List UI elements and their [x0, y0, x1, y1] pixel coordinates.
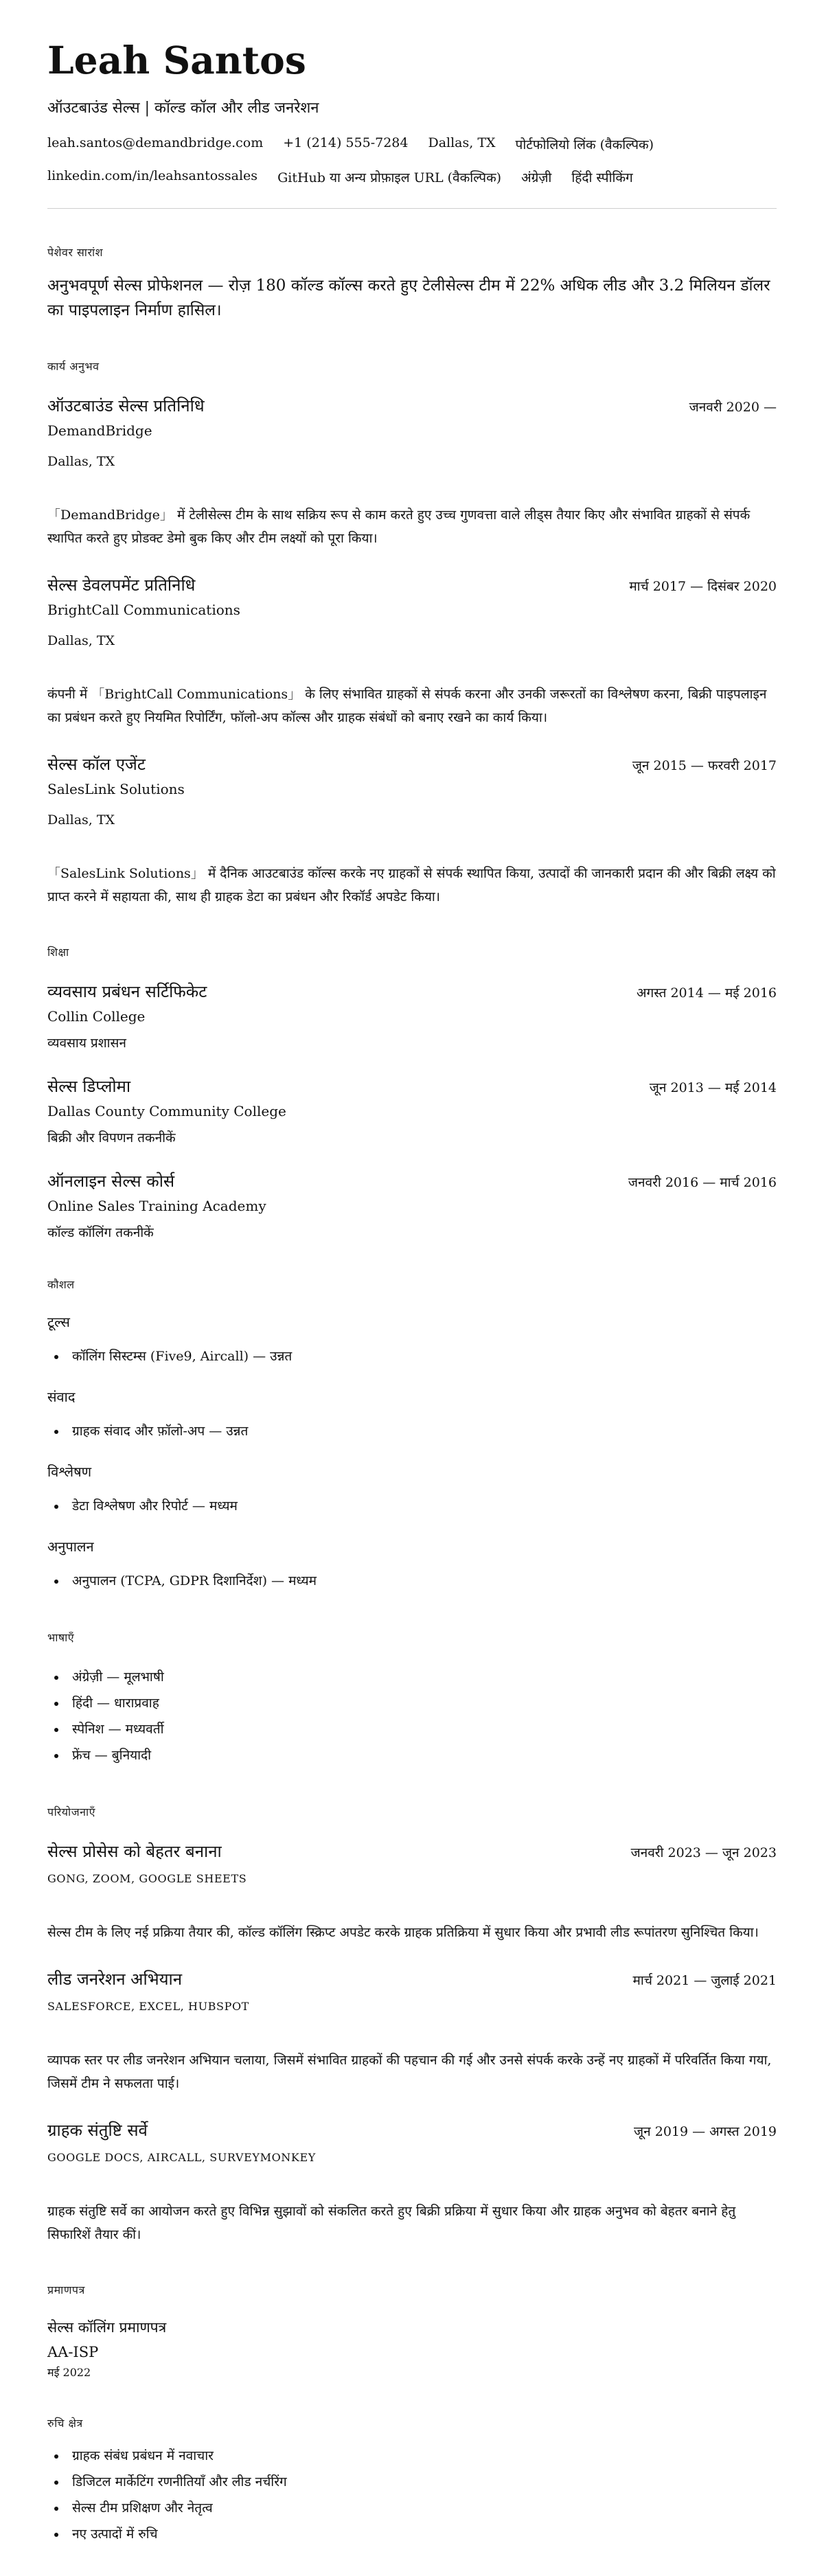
location: Dallas, TX	[428, 135, 496, 150]
email-link[interactable]: leah.santos@demandbridge.com	[47, 135, 264, 150]
job-company: DemandBridge	[47, 422, 152, 439]
job-company: BrightCall Communications	[47, 601, 240, 618]
language-item: • स्पेनिश — मध्यवर्ती	[67, 1716, 777, 1742]
header-divider	[47, 208, 777, 209]
interest-item: • नए उत्पादों में रुचि	[67, 2521, 777, 2547]
linkedin-link[interactable]: linkedin.com/in/leahsantossales	[47, 168, 258, 183]
candidate-name: Leah Santos	[47, 38, 306, 82]
skill-group	[47, 1312, 777, 1369]
institution: Dallas County Community College	[47, 1102, 286, 1119]
interests-heading: रुचि क्षेत्र	[47, 2416, 83, 2430]
project-description: ग्राहक संतुष्टि सर्वे का आयोजन करते हुए विभिन्न सुझावों को संकलित करते हुए बिक्री प्रक्रिया में सुधार किया और ग्राहक अनुभव को बेहतर बनाने हेतु सिफारिशें तैयार कीं।	[47, 2203, 736, 2242]
contact-extra-1: अंग्रेज़ी	[521, 170, 552, 185]
language-item: • हिंदी — धाराप्रवाह	[67, 1690, 777, 1716]
languages-list	[47, 1664, 777, 1768]
job-location: Dallas, TX	[47, 453, 115, 469]
experience-heading: कार्य अनुभव	[47, 359, 100, 373]
field-of-study: बिक्री और विपणन तकनीकें	[47, 1130, 176, 1145]
skills-heading: कौशल	[47, 1277, 75, 1291]
education-date: जनवरी 2016 — मार्च 2016	[628, 1174, 777, 1190]
certification-date: मई 2022	[47, 2365, 91, 2379]
experience-entry	[47, 394, 777, 550]
links-row	[47, 168, 777, 186]
job-location: Dallas, TX	[47, 632, 115, 648]
languages-heading: भाषाएँ	[47, 1630, 75, 1644]
job-location: Dallas, TX	[47, 812, 115, 828]
job-date: जून 2015 — फरवरी 2017	[632, 757, 777, 773]
field-of-study: व्यवसाय प्रशासन	[47, 1035, 126, 1051]
skill-item: • डेटा विश्लेषण और रिपोर्ट — मध्यम	[67, 1493, 777, 1519]
education-date: अगस्त 2014 — मई 2016	[637, 985, 777, 1001]
contact-row	[47, 135, 777, 153]
education-entry	[47, 980, 777, 1051]
education-heading: शिक्षा	[47, 945, 69, 959]
job-description: कंपनी में 「BrightCall Communications」 के लिए संभावित ग्राहकों से संपर्क करना और उनकी जरूरतों का विश्लेषण करना, बिक्री पाइपलाइन का प्रबंधन करते हुए नियमित रिपोर्टिंग, फॉलो-अप कॉल्स और ग्राहक संबंधों को बनाए रखने का कार्य किया।	[47, 686, 767, 725]
field-of-study: कॉल्ड कॉलिंग तकनीकें	[47, 1224, 154, 1240]
job-title: सेल्स डेवलपमेंट प्रतिनिधि	[47, 575, 196, 595]
summary-heading: पेशेवर सारांश	[47, 245, 104, 259]
project-entry	[47, 1968, 777, 2095]
website-link[interactable]: पोर्टफोलियो लिंक (वैकल्पिक)	[515, 137, 654, 152]
skill-category: विश्लेषण	[47, 1463, 92, 1480]
project-date: जनवरी 2023 — जून 2023	[630, 1845, 777, 1860]
job-date: जनवरी 2020 —	[689, 399, 777, 415]
project-title: सेल्स प्रोसेस को बेहतर बनाना	[47, 1841, 222, 1861]
job-description: 「SalesLink Solutions」 में दैनिक आउटबाउंड कॉल्स करके नए ग्राहकों से संपर्क स्थापित किया, उत्पादों की जानकारी प्रदान की और बिक्री लक्ष्य को प्राप्त करने में सहायता की, साथ ही ग्राहक डेटा का प्रबंधन और रिकॉर्ड अपडेट किया।	[47, 865, 776, 904]
job-company: SalesLink Solutions	[47, 780, 185, 797]
project-tech: GONG, ZOOM, GOOGLE SHEETS	[47, 1871, 247, 1885]
education-date: जून 2013 — मई 2014	[649, 1080, 777, 1095]
language-item: • फ्रेंच — बुनियादी	[67, 1742, 777, 1768]
certifications-heading: प्रमाणपत्र	[47, 2283, 85, 2296]
skill-category: संवाद	[47, 1388, 76, 1405]
interests-list	[47, 2443, 777, 2547]
github-link[interactable]: GitHub या अन्य प्रोफ़ाइल URL (वैकल्पिक)	[277, 170, 502, 185]
skill-category: टूल्स	[47, 1313, 70, 1330]
project-description: सेल्स टीम के लिए नई प्रक्रिया तैयार की, कॉल्ड कॉलिंग स्क्रिप्ट अपडेट करके ग्राहक प्रतिक्रिया में सुधार किया और प्रभावी लीड रूपांतरण सुनिश्चित किया।	[47, 1924, 759, 1940]
degree-title: सेल्स डिप्लोमा	[47, 1076, 131, 1096]
skill-group	[47, 1537, 777, 1594]
institution: Collin College	[47, 1007, 146, 1025]
contact-extra-2: हिंदी स्पीकिंग	[571, 170, 633, 185]
interest-item: • डिजिटल मार्केटिंग रणनीतियाँ और लीड नर्चरिंग	[67, 2469, 777, 2495]
project-date: जून 2019 — अगस्त 2019	[634, 2123, 777, 2139]
job-date: मार्च 2017 — दिसंबर 2020	[629, 578, 777, 594]
projects-heading: परियोजनाएँ	[47, 1805, 95, 1819]
skill-group	[47, 1462, 777, 1519]
skill-item: • ग्राहक संवाद और फ़ॉलो-अप — उन्नत	[67, 1418, 777, 1444]
experience-entry	[47, 573, 777, 729]
skill-item: • अनुपालन (TCPA, GDPR दिशानिर्देश) — मध्यम	[67, 1568, 777, 1594]
education-entry	[47, 1075, 777, 1146]
project-date: मार्च 2021 — जुलाई 2021	[632, 1972, 777, 1988]
summary-text: अनुभवपूर्ण सेल्स प्रोफेशनल — रोज़ 180 कॉल्ड कॉल्स करते हुए टेलीसेल्स टीम में 22% अधिक लीड और 3.2 मिलियन डॉलर का पाइपलाइन निर्माण हासिल।	[47, 276, 770, 319]
project-tech: SALESFORCE, EXCEL, HUBSPOT	[47, 1999, 249, 2013]
job-description: 「DemandBridge」 में टेलीसेल्स टीम के साथ सक्रिय रूप से काम करते हुए उच्च गुणवत्ता वाले लीड्स तैयार किए और संभावित ग्राहकों से संपर्क स्थापित करते हुए प्रोडक्ट डेमो बुक किए और टीम लक्ष्यों को पूरा किया।	[47, 507, 751, 546]
skill-category: अनुपालन	[47, 1538, 94, 1555]
project-entry	[47, 2119, 777, 2246]
experience-entry	[47, 753, 777, 909]
education-entry	[47, 1170, 777, 1241]
certification-name: सेल्स कॉलिंग प्रमाणपत्र	[47, 2318, 167, 2336]
certification-issuer: AA-ISP	[47, 2343, 99, 2360]
institution: Online Sales Training Academy	[47, 1197, 266, 1214]
headline: ऑउटबाउंड सेल्स | कॉल्ड कॉल और लीड जनरेशन	[47, 99, 319, 117]
job-title: सेल्स कॉल एजेंट	[47, 754, 146, 774]
project-title: ग्राहक संतुष्टि सर्वे	[47, 2120, 148, 2140]
interest-item: • सेल्स टीम प्रशिक्षण और नेतृत्व	[67, 2495, 777, 2521]
project-entry	[47, 1840, 777, 1944]
project-tech: GOOGLE DOCS, AIRCALL, SURVEYMONKEY	[47, 2150, 316, 2164]
project-description: व्यापक स्तर पर लीड जनरेशन अभियान चलाया, जिसमें संभावित ग्राहकों की पहचान की गई और उनसे संपर्क करके उन्हें नए ग्राहकों में परिवर्तित किया गया, जिसमें टीम ने सफलता पाई।	[47, 2052, 772, 2091]
language-item: • अंग्रेज़ी — मूलभाषी	[67, 1664, 777, 1690]
degree-title: ऑनलाइन सेल्स कोर्स	[47, 1171, 175, 1191]
skill-item: • कॉलिंग सिस्टम्स (Five9, Aircall) — उन्नत	[67, 1343, 777, 1369]
job-title: ऑउटबाउंड सेल्स प्रतिनिधि	[47, 396, 205, 415]
skill-group	[47, 1387, 777, 1444]
degree-title: व्यवसाय प्रबंधन सर्टिफिकेट	[47, 981, 207, 1001]
phone: +1 (214) 555-7284	[283, 135, 409, 150]
project-title: लीड जनरेशन अभियान	[47, 1969, 183, 1989]
interest-item: • ग्राहक संबंध प्रबंधन में नवाचार	[67, 2443, 777, 2469]
